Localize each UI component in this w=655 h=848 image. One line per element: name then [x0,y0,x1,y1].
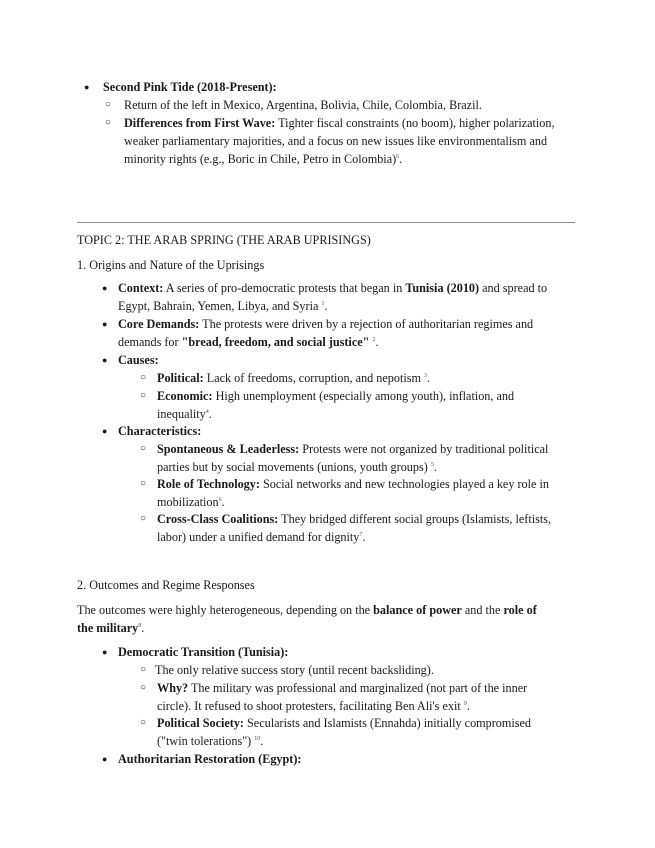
section-heading: 1. Origins and Nature of the Uprisings [77,258,265,272]
section-heading: 2. Outcomes and Regime Responses [77,578,255,592]
list-item-continuation: labor) under a unified demand for dignity$^7$. [157,530,366,544]
bullet-icon: ● [102,283,108,293]
section-heading: Second Pink Tide (2018-Present): [103,80,277,94]
bullet-icon: ● [84,82,90,92]
list-item: Role of Technology: Social networks and new technologies played a key role in [157,477,549,491]
list-item: Political Society: Secularists and Islamists (Ennahda) initially compromised [157,716,532,730]
list-item: The only relative success story (until recent backsliding). [155,663,434,677]
list-item: Core Demands: The protests were driven by a rejection of authoritarian regimes and [118,317,534,331]
list-item-continuation: circle). It refused to shoot protesters, facilitating Ben Ali's exit $^9$. [157,699,470,713]
item-label: Authoritarian Restoration (Egypt): [118,752,302,766]
list-item: Spontaneous & Leaderless: Protests were not organized by traditional political [157,442,549,456]
item-label: Core Demands: [118,317,200,331]
list-item-continuation: weaker parliamentary majorities, and a focus on new issues like environmentalism and [124,134,548,148]
circle-bullet-icon: ○ [140,390,147,401]
list-item: Cross-Class Coalitions: They bridged different social groups (Islamists, leftists, [157,512,552,526]
list-item-continuation: minority rights (e.g., Boric in Chile, Petro in Colombia)$^6$. [124,152,403,166]
circle-bullet-icon: ○ [140,513,147,524]
bullet-icon: ● [102,754,108,764]
item-label: Context: [118,281,164,295]
item-text: Tighter fiscal constraints (no boom), higher polarization, [275,116,555,130]
item-label: Political Society: [157,716,244,730]
item-label: Causes: [118,353,159,367]
list-item: Why? The military was professional and marginalized (not part of the inner [157,681,528,695]
list-item: Context: A series of pro-democratic protests that began in Tunisia (2010) and spread to [118,281,548,295]
list-item [124,114,555,132]
paragraph: The outcomes were highly heterogeneous, depending on the balance of power and the role of [77,603,537,617]
circle-bullet-icon: ○ [140,682,147,693]
list-item-continuation: inequality$^4$. [157,407,212,421]
circle-bullet-icon: ○ [105,99,112,110]
topic-title: TOPIC 2: THE ARAB SPRING (THE ARAB UPRISINGS) [77,233,371,247]
item-label: Cross-Class Coalitions: [157,512,279,526]
circle-bullet-icon: ○ [140,664,147,675]
list-item-continuation: demands for "bread, freedom, and social justice" $^2$. [118,335,379,349]
bullet-icon: ● [102,319,108,329]
item-text: minority rights (e.g., Boric in Chile, Petro in Colombia) [124,152,397,166]
footnote-ref: 7 [359,532,363,538]
item-label: Characteristics: [118,424,202,438]
item-label: Why? [157,681,189,695]
emphasis: role of [503,603,537,617]
emphasis: the military [77,621,139,635]
circle-bullet-icon: ○ [140,478,147,489]
list-item-continuation: ("twin tolerations") $^{10}$. [157,734,264,748]
bullet-icon: ● [102,355,108,365]
list-item: Return of the left in Mexico, Argentina, Bolivia, Chile, Colombia, Brazil. [124,98,482,112]
list-item: Political: Lack of freedoms, corruption, and nepotism $^3$. [157,371,431,385]
emphasis: "bread, freedom, and social justice" [181,335,370,349]
item-label: Economic: [157,389,213,403]
item-label: Role of Technology: [157,477,260,491]
item-label: Differences from First Wave: [124,116,276,130]
bullet-icon: ● [102,426,108,436]
footnote-ref: 6 [218,497,222,503]
footnote-ref: 8 [138,623,142,629]
item-label: Political: [157,371,204,385]
circle-bullet-icon: ○ [140,372,147,383]
footnote-ref: 1 [321,301,325,307]
bullet-icon: ● [102,647,108,657]
footnote-ref: 9 [463,701,467,707]
list-item-continuation: Egypt, Bahrain, Yemen, Libya, and Syria $^1$. [118,299,328,313]
circle-bullet-icon: ○ [105,117,112,128]
footnote-ref: 3 [424,373,428,379]
list-item-continuation: mobilization$^6$. [157,495,225,509]
emphasis: balance of power [373,603,462,617]
paragraph-continuation: the military$^8$. [77,621,145,635]
circle-bullet-icon: ○ [140,443,147,454]
horizontal-rule [77,222,575,223]
footnote-ref: 4 [205,409,209,415]
footnote-ref: 10 [254,736,261,742]
footnote-ref: 2 [372,337,376,343]
emphasis: Tunisia (2010) [405,281,480,295]
item-label: Spontaneous & Leaderless: [157,442,300,456]
footnote-ref: 6 [396,154,400,160]
list-item-continuation: parties but by social movements (unions, youth groups) $^5$. [157,460,437,474]
list-item: Economic: High unemployment (especially among youth), inflation, and [157,389,515,403]
circle-bullet-icon: ○ [140,717,147,728]
footnote-ref: 5 [430,462,434,468]
item-label: Democratic Transition (Tunisia): [118,645,289,659]
